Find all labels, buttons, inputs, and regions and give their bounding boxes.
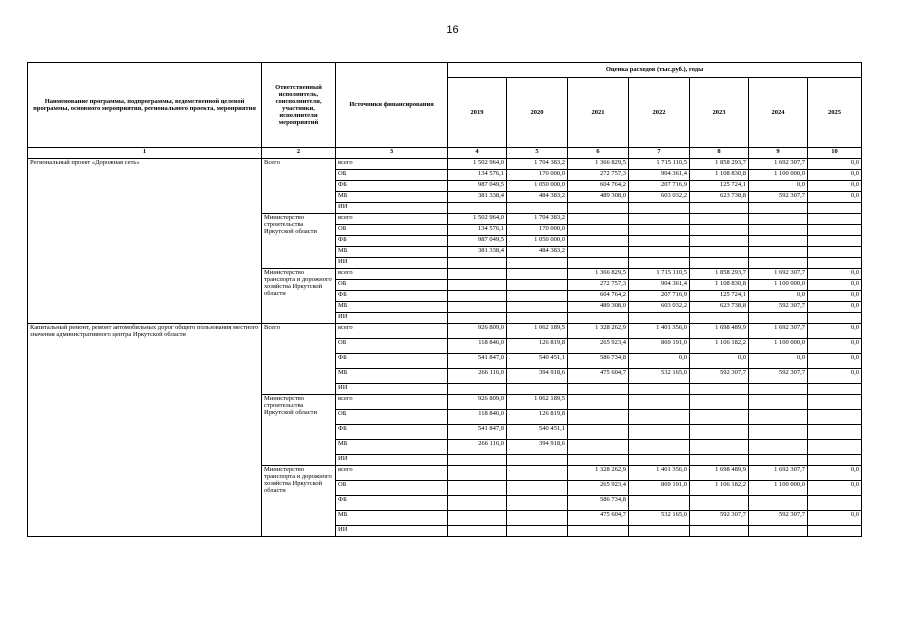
value-cell: 1 328 262,9 — [568, 324, 629, 339]
value-cell: 0,0 — [808, 280, 862, 291]
value-cell — [808, 384, 862, 395]
value-cell: 1 050 000,0 — [507, 236, 568, 247]
value-cell: 0,0 — [808, 159, 862, 170]
value-cell — [507, 481, 568, 496]
value-cell — [568, 455, 629, 466]
value-cell: 170 000,0 — [507, 225, 568, 236]
value-cell — [690, 440, 749, 455]
column-index: 8 — [690, 148, 749, 159]
value-cell: 0,0 — [808, 339, 862, 354]
value-cell — [448, 280, 507, 291]
funding-source: ФБ — [336, 291, 448, 302]
value-cell: 1 062 189,5 — [507, 324, 568, 339]
value-cell: 1 698 489,9 — [690, 324, 749, 339]
table-body — [28, 63, 862, 537]
column-index: 1 — [28, 148, 262, 159]
value-cell — [629, 225, 690, 236]
value-cell: 592 307,7 — [749, 369, 808, 384]
header-year: 2022 — [629, 78, 690, 148]
funding-source: МБ — [336, 369, 448, 384]
executor-name: Министерство строительства Иркутской области — [262, 214, 336, 269]
value-cell — [749, 410, 808, 425]
value-cell: 1 698 489,9 — [690, 466, 749, 481]
value-cell: 1 715 110,5 — [629, 269, 690, 280]
value-cell — [690, 247, 749, 258]
program-name: Региональный проект «Дорожная сеть» — [28, 159, 262, 324]
value-cell: 1 100 000,0 — [749, 280, 808, 291]
executor-name: Министерство строительства Иркутской области — [262, 395, 336, 466]
value-cell — [749, 496, 808, 511]
value-cell — [690, 203, 749, 214]
value-cell — [507, 291, 568, 302]
value-cell — [690, 258, 749, 269]
header-year: 2024 — [749, 78, 808, 148]
value-cell — [629, 236, 690, 247]
value-cell — [690, 214, 749, 225]
value-cell: 1 328 262,9 — [568, 466, 629, 481]
value-cell: 987 049,5 — [448, 236, 507, 247]
funding-source: МБ — [336, 192, 448, 203]
value-cell — [568, 410, 629, 425]
table-row — [28, 324, 862, 339]
value-cell: 475 604,7 — [568, 369, 629, 384]
value-cell — [749, 258, 808, 269]
value-cell — [690, 410, 749, 425]
header-year: 2021 — [568, 78, 629, 148]
value-cell: 266 116,0 — [448, 440, 507, 455]
value-cell — [448, 384, 507, 395]
value-cell: 381 338,4 — [448, 247, 507, 258]
value-cell: 1 108 830,8 — [690, 280, 749, 291]
funding-source: ИИ — [336, 384, 448, 395]
value-cell: 532 165,0 — [629, 511, 690, 526]
value-cell — [808, 395, 862, 410]
funding-source: МБ — [336, 302, 448, 313]
value-cell: 592 307,7 — [690, 369, 749, 384]
funding-source: ФБ — [336, 236, 448, 247]
column-index: 7 — [629, 148, 690, 159]
column-index: 10 — [808, 148, 862, 159]
funding-source: ОБ — [336, 410, 448, 425]
value-cell — [690, 455, 749, 466]
funding-source: ОБ — [336, 170, 448, 181]
value-cell: 586 734,8 — [568, 354, 629, 369]
value-cell — [749, 313, 808, 324]
value-cell: 0,0 — [808, 269, 862, 280]
value-cell — [507, 302, 568, 313]
header-year: 2020 — [507, 78, 568, 148]
value-cell — [808, 203, 862, 214]
funding-source: всего — [336, 214, 448, 225]
funding-source: ФБ — [336, 425, 448, 440]
value-cell: 987 049,5 — [448, 181, 507, 192]
value-cell — [568, 425, 629, 440]
value-cell: 0,0 — [808, 181, 862, 192]
value-cell: 532 165,0 — [629, 369, 690, 384]
value-cell: 272 757,3 — [568, 280, 629, 291]
value-cell — [749, 384, 808, 395]
funding-source: всего — [336, 395, 448, 410]
value-cell — [507, 466, 568, 481]
value-cell: 1 100 000,0 — [749, 170, 808, 181]
value-cell: 1 692 307,7 — [749, 324, 808, 339]
value-cell — [749, 214, 808, 225]
value-cell — [629, 440, 690, 455]
value-cell: 489 308,0 — [568, 302, 629, 313]
value-cell: 1 100 000,0 — [749, 481, 808, 496]
value-cell — [749, 440, 808, 455]
value-cell — [507, 269, 568, 280]
value-cell — [690, 526, 749, 537]
value-cell — [808, 247, 862, 258]
column-index: 9 — [749, 148, 808, 159]
value-cell — [448, 511, 507, 526]
column-index: 4 — [448, 148, 507, 159]
value-cell: 0,0 — [808, 481, 862, 496]
value-cell — [749, 203, 808, 214]
value-cell — [507, 526, 568, 537]
value-cell — [808, 425, 862, 440]
value-cell: 1 050 000,0 — [507, 181, 568, 192]
value-cell — [629, 425, 690, 440]
value-cell: 207 716,9 — [629, 181, 690, 192]
value-cell — [749, 425, 808, 440]
value-cell — [690, 225, 749, 236]
value-cell — [749, 455, 808, 466]
funding-source: всего — [336, 269, 448, 280]
value-cell: 484 383,2 — [507, 192, 568, 203]
funding-source: ФБ — [336, 181, 448, 192]
value-cell: 540 451,1 — [507, 425, 568, 440]
column-index: 6 — [568, 148, 629, 159]
header-year: 2019 — [448, 78, 507, 148]
value-cell: 540 451,1 — [507, 354, 568, 369]
value-cell: 1 401 356,0 — [629, 324, 690, 339]
value-cell: 125 724,1 — [690, 291, 749, 302]
value-cell: 126 819,8 — [507, 410, 568, 425]
value-cell: 904 361,4 — [629, 280, 690, 291]
value-cell — [629, 313, 690, 324]
value-cell — [629, 455, 690, 466]
table-row — [28, 159, 862, 170]
value-cell: 869 191,0 — [629, 339, 690, 354]
funding-source: ОБ — [336, 481, 448, 496]
value-cell — [690, 496, 749, 511]
value-cell — [507, 384, 568, 395]
value-cell: 170 000,0 — [507, 170, 568, 181]
value-cell — [629, 410, 690, 425]
value-cell: 265 923,4 — [568, 481, 629, 496]
value-cell: 394 918,6 — [507, 369, 568, 384]
value-cell: 1 502 964,0 — [448, 159, 507, 170]
column-index: 2 — [262, 148, 336, 159]
value-cell: 592 307,7 — [690, 511, 749, 526]
value-cell — [749, 225, 808, 236]
funding-source: МБ — [336, 440, 448, 455]
value-cell: 603 032,2 — [629, 302, 690, 313]
value-cell: 0,0 — [808, 192, 862, 203]
value-cell: 1 858 293,7 — [690, 269, 749, 280]
value-cell — [448, 466, 507, 481]
value-cell — [808, 313, 862, 324]
value-cell — [568, 395, 629, 410]
value-cell: 0,0 — [808, 466, 862, 481]
value-cell: 394 918,6 — [507, 440, 568, 455]
funding-source: МБ — [336, 247, 448, 258]
value-cell — [507, 280, 568, 291]
value-cell: 1 106 182,2 — [690, 339, 749, 354]
value-cell: 381 338,4 — [448, 192, 507, 203]
value-cell — [690, 425, 749, 440]
funding-source: ИИ — [336, 313, 448, 324]
value-cell — [448, 269, 507, 280]
header-name: Наименование программы, подпрограммы, ведомственной целевой программы, основного мероприятия, регионального проекта, мероприятия — [28, 63, 262, 148]
value-cell: 1 715 110,5 — [629, 159, 690, 170]
header-year: 2023 — [690, 78, 749, 148]
funding-source: ОБ — [336, 339, 448, 354]
value-cell: 1 062 189,5 — [507, 395, 568, 410]
value-cell — [448, 291, 507, 302]
value-cell: 1 108 830,8 — [690, 170, 749, 181]
value-cell: 926 809,0 — [448, 395, 507, 410]
value-cell — [507, 313, 568, 324]
value-cell — [808, 410, 862, 425]
value-cell — [749, 526, 808, 537]
value-cell: 623 738,8 — [690, 302, 749, 313]
value-cell: 0,0 — [629, 354, 690, 369]
value-cell: 1 100 000,0 — [749, 339, 808, 354]
executor-name: Всего — [262, 159, 336, 214]
value-cell: 484 383,2 — [507, 247, 568, 258]
value-cell — [629, 203, 690, 214]
value-cell: 0,0 — [808, 170, 862, 181]
executor-name: Министерство транспорта и дорожного хозяйства Иркутской области — [262, 466, 336, 537]
value-cell: 134 576,1 — [448, 170, 507, 181]
value-cell — [568, 214, 629, 225]
executor-name: Министерство транспорта и дорожного хозяйства Иркутской области — [262, 269, 336, 324]
value-cell: 0,0 — [808, 369, 862, 384]
funding-source: всего — [336, 324, 448, 339]
value-cell — [568, 236, 629, 247]
value-cell: 541 847,0 — [448, 354, 507, 369]
header-year: 2025 — [808, 78, 862, 148]
value-cell — [808, 225, 862, 236]
value-cell — [629, 496, 690, 511]
budget-table — [27, 62, 862, 537]
value-cell: 1 858 293,7 — [690, 159, 749, 170]
value-cell: 207 716,9 — [629, 291, 690, 302]
value-cell: 272 757,3 — [568, 170, 629, 181]
value-cell — [568, 258, 629, 269]
value-cell: 134 576,1 — [448, 225, 507, 236]
value-cell: 604 764,2 — [568, 181, 629, 192]
value-cell: 489 308,0 — [568, 192, 629, 203]
value-cell: 1 692 307,7 — [749, 159, 808, 170]
value-cell — [448, 481, 507, 496]
value-cell — [568, 203, 629, 214]
value-cell: 0,0 — [808, 291, 862, 302]
value-cell — [448, 496, 507, 511]
value-cell: 0,0 — [749, 181, 808, 192]
value-cell — [629, 526, 690, 537]
value-cell — [808, 214, 862, 225]
value-cell: 0,0 — [808, 354, 862, 369]
column-index: 5 — [507, 148, 568, 159]
value-cell: 904 361,4 — [629, 170, 690, 181]
value-cell — [507, 455, 568, 466]
value-cell — [690, 313, 749, 324]
funding-source: ФБ — [336, 496, 448, 511]
value-cell: 592 307,7 — [749, 192, 808, 203]
value-cell: 586 734,8 — [568, 496, 629, 511]
value-cell: 126 819,8 — [507, 339, 568, 354]
value-cell: 541 847,0 — [448, 425, 507, 440]
value-cell — [448, 302, 507, 313]
value-cell — [690, 395, 749, 410]
value-cell: 1 692 307,7 — [749, 269, 808, 280]
funding-source: ИИ — [336, 203, 448, 214]
value-cell — [507, 511, 568, 526]
funding-source: ИИ — [336, 258, 448, 269]
value-cell — [749, 236, 808, 247]
value-cell: 592 307,7 — [749, 511, 808, 526]
value-cell — [690, 384, 749, 395]
value-cell — [568, 526, 629, 537]
value-cell — [808, 496, 862, 511]
value-cell: 1 692 307,7 — [749, 466, 808, 481]
funding-source: всего — [336, 159, 448, 170]
value-cell — [629, 384, 690, 395]
program-name: Капитальный ремонт, ремонт автомобильных дорог общего пользования местного значения административного центра Иркутской области — [28, 324, 262, 537]
header-estimate: Оценка расходов (тыс.руб.), годы — [448, 63, 862, 78]
value-cell — [448, 203, 507, 214]
value-cell — [568, 313, 629, 324]
executor-name: Всего — [262, 324, 336, 395]
value-cell — [507, 203, 568, 214]
funding-source: МБ — [336, 511, 448, 526]
value-cell — [808, 440, 862, 455]
value-cell — [629, 395, 690, 410]
value-cell — [568, 247, 629, 258]
value-cell — [749, 247, 808, 258]
value-cell — [629, 247, 690, 258]
value-cell — [448, 258, 507, 269]
value-cell: 603 032,2 — [629, 192, 690, 203]
value-cell — [749, 395, 808, 410]
value-cell: 869 191,0 — [629, 481, 690, 496]
value-cell: 265 923,4 — [568, 339, 629, 354]
value-cell: 125 724,1 — [690, 181, 749, 192]
funding-source: ОБ — [336, 280, 448, 291]
value-cell — [448, 526, 507, 537]
value-cell: 0,0 — [808, 511, 862, 526]
value-cell — [690, 236, 749, 247]
value-cell: 1 366 829,5 — [568, 269, 629, 280]
value-cell — [808, 455, 862, 466]
value-cell: 592 307,7 — [749, 302, 808, 313]
funding-source: всего — [336, 466, 448, 481]
value-cell: 1 502 964,0 — [448, 214, 507, 225]
value-cell: 1 401 356,0 — [629, 466, 690, 481]
funding-source: ИИ — [336, 455, 448, 466]
value-cell — [448, 313, 507, 324]
value-cell: 266 116,0 — [448, 369, 507, 384]
value-cell: 623 738,8 — [690, 192, 749, 203]
header-responsible: Ответственный исполнитель, соисполнители, участники, исполнители мероприятий — [262, 63, 336, 148]
value-cell: 118 846,0 — [448, 339, 507, 354]
funding-source: ИИ — [336, 526, 448, 537]
funding-source: ОБ — [336, 225, 448, 236]
value-cell: 0,0 — [808, 324, 862, 339]
funding-source: ФБ — [336, 354, 448, 369]
page-number: 16 — [446, 24, 459, 36]
header-sources: Источники финансирования — [336, 63, 448, 148]
value-cell: 1 106 182,2 — [690, 481, 749, 496]
value-cell: 1 704 383,2 — [507, 214, 568, 225]
value-cell — [808, 526, 862, 537]
value-cell: 604 764,2 — [568, 291, 629, 302]
value-cell — [808, 236, 862, 247]
value-cell — [629, 258, 690, 269]
value-cell — [629, 214, 690, 225]
value-cell — [507, 258, 568, 269]
value-cell: 926 809,0 — [448, 324, 507, 339]
value-cell: 118 846,0 — [448, 410, 507, 425]
value-cell — [568, 225, 629, 236]
value-cell: 1 704 383,2 — [507, 159, 568, 170]
value-cell — [448, 455, 507, 466]
value-cell — [507, 496, 568, 511]
value-cell: 0,0 — [749, 354, 808, 369]
value-cell — [568, 384, 629, 395]
value-cell: 0,0 — [690, 354, 749, 369]
value-cell — [808, 258, 862, 269]
value-cell — [568, 440, 629, 455]
value-cell: 1 366 829,5 — [568, 159, 629, 170]
column-index: 3 — [336, 148, 448, 159]
value-cell: 475 604,7 — [568, 511, 629, 526]
value-cell: 0,0 — [749, 291, 808, 302]
value-cell: 0,0 — [808, 302, 862, 313]
